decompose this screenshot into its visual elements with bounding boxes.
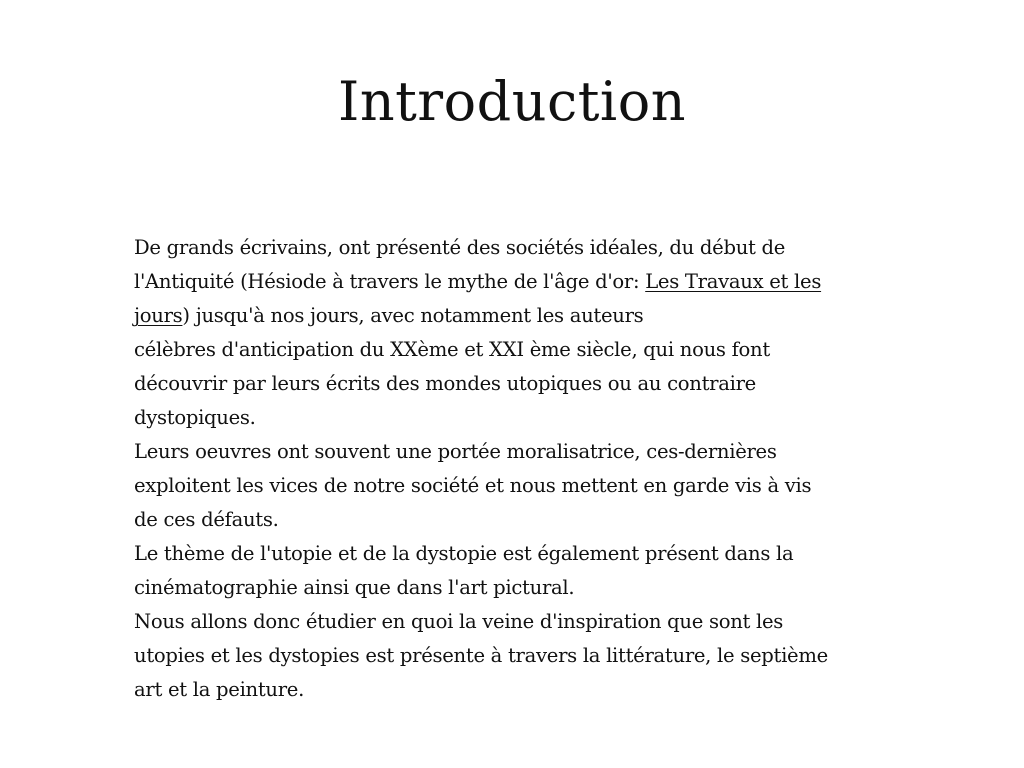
text-line: utopies et les dystopies est présente à travers la littérature, le septième [134, 644, 828, 667]
book-title-link-continued[interactable]: jours [134, 304, 183, 327]
text-line: découvrir par leurs écrits des mondes utopiques ou au contraire [134, 372, 756, 395]
text-line-with-link [134, 299, 914, 333]
text-line: De grands écrivains, ont présenté des sociétés idéales, du début de [134, 236, 786, 259]
text-line: Nous allons donc étudier en quoi la veine d'inspiration que sont les [134, 610, 784, 633]
text-line: de ces défauts. [134, 508, 279, 531]
text-line: art et la peinture. [134, 678, 305, 701]
text-segment: ) jusqu'à nos jours, avec notamment les auteurs [182, 304, 644, 327]
text-line-with-link [134, 265, 914, 299]
text-segment: l'Antiquité (Hésiode à travers le mythe de l'âge d'or: [134, 270, 646, 293]
text-line: Leurs oeuvres ont souvent une portée moralisatrice, ces-dernières [134, 440, 777, 463]
text-line: célèbres d'anticipation du XXème et XXI ème siècle, qui nous font [134, 338, 770, 361]
slide-title: Introduction [338, 70, 686, 133]
paragraph-cinema-art [134, 537, 914, 605]
paragraph-intro [134, 231, 914, 435]
text-line: cinématographie ainsi que dans l'art pictural. [134, 576, 575, 599]
text-line: Le thème de l'utopie et de la dystopie est également présent dans la [134, 542, 794, 565]
text-line: dystopiques. [134, 406, 256, 429]
slide-body-text [134, 231, 914, 707]
text-line: exploitent les vices de notre société et nous mettent en garde vis à vis [134, 474, 812, 497]
paragraph-problematic [134, 605, 914, 707]
book-title-link[interactable]: Les Travaux et les [645, 270, 822, 293]
paragraph-moral [134, 435, 914, 537]
